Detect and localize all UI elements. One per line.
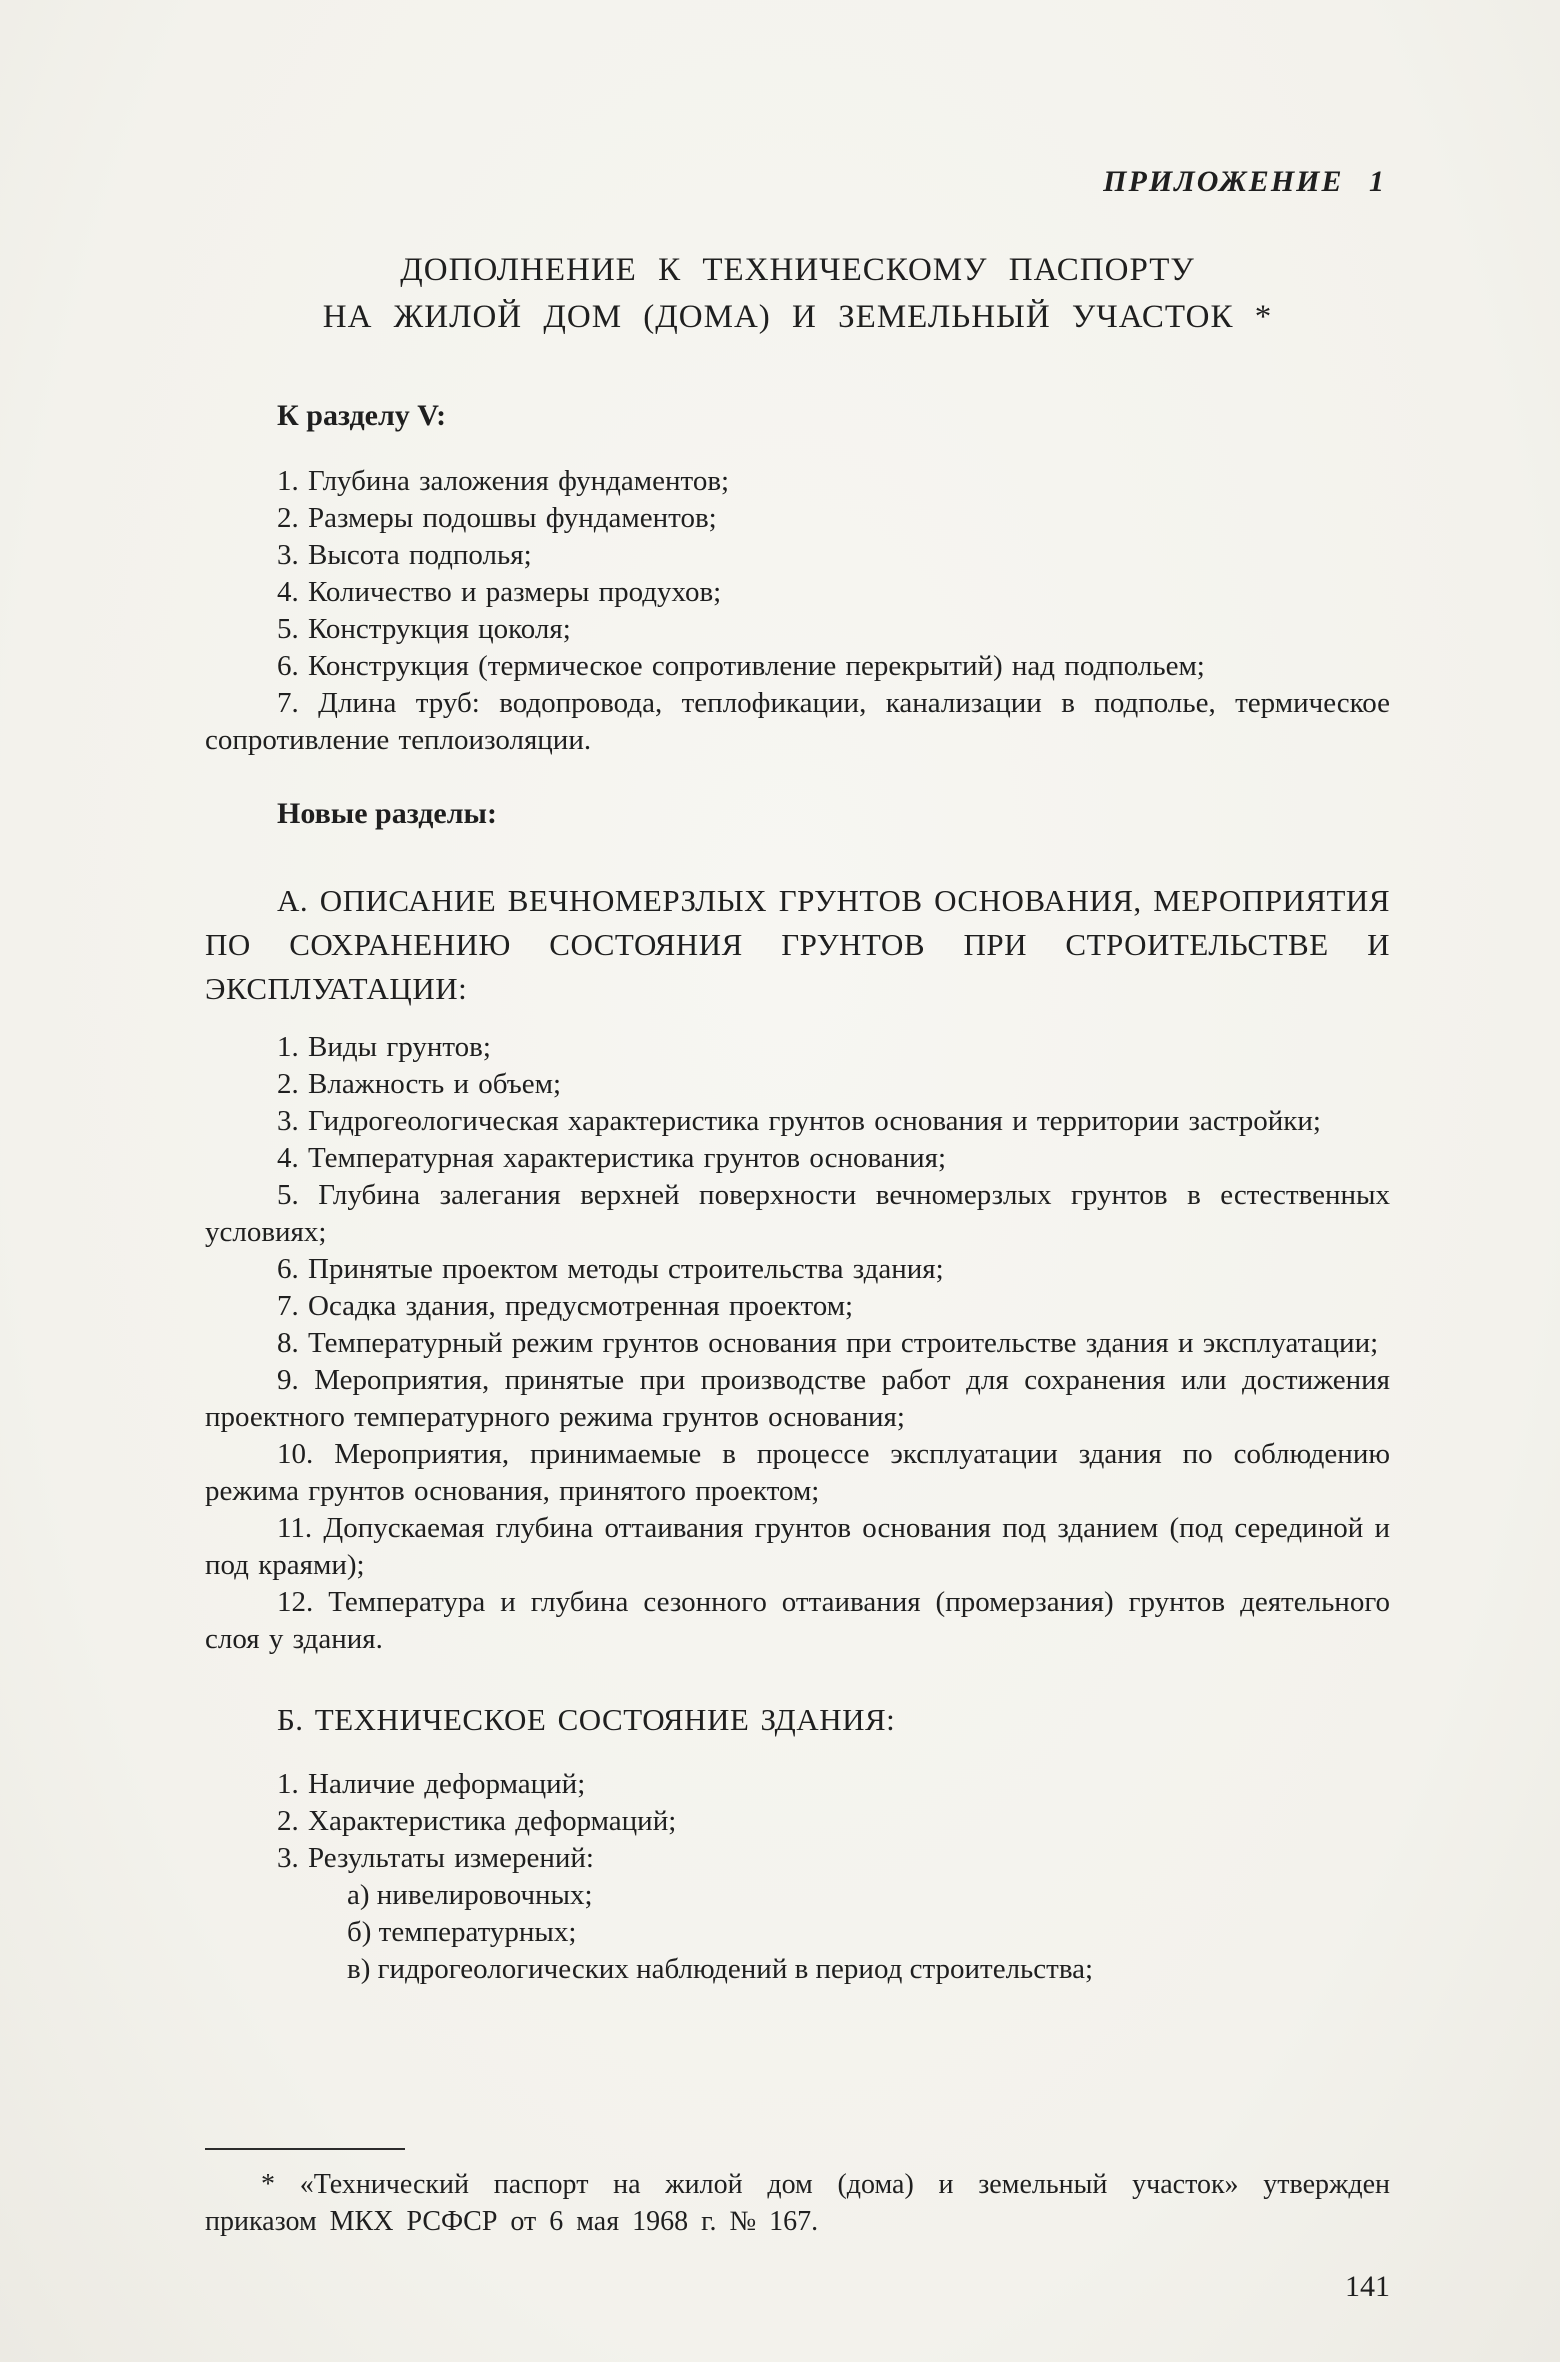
list-item: 5. Конструкция цоколя; (277, 613, 571, 645)
list-item: 11. Допускаемая глубина оттаивания грунтов основания под зданием (под серединой и под краями); (205, 1512, 1390, 1581)
list-item: 2. Влажность и объем; (277, 1068, 562, 1100)
section-v-heading: К разделу V: (277, 399, 447, 432)
list-item: 4. Температурная характеристика грунтов основания; (277, 1142, 947, 1174)
list-item: 3. Высота подполья; (277, 539, 532, 571)
section-b-heading: Б. ТЕХНИЧЕСКОЕ СОСТОЯНИЕ ЗДАНИЯ: (277, 1702, 896, 1737)
list-item: 1. Глубина заложения фундаментов; (277, 465, 730, 497)
list-item: 1. Наличие деформаций; (277, 1768, 586, 1800)
list-item: 7. Длина труб: водопровода, теплофикации, канализации в подполье, термическое сопротивление теплоизоляции. (205, 687, 1390, 756)
footnote-divider (205, 2148, 405, 2150)
sub-list-item: б) температурных; (347, 1916, 577, 1948)
list-item: 1. Виды грунтов; (277, 1031, 491, 1063)
list-item: 2. Размеры подошвы фундаментов; (277, 502, 717, 534)
footnote-text: * «Технический паспорт на жилой дом (дома) и земельный участок» утвержден приказом МКХ РСФСР от 6 мая 1968 г. № 167. (205, 2169, 1390, 2237)
section-a-heading: А. ОПИСАНИЕ ВЕЧНОМЕРЗЛЫХ ГРУНТОВ ОСНОВАНИЯ, МЕРОПРИЯТИЯ ПО СОХРАНЕНИЮ СОСТОЯНИЯ ГРУНТОВ ПРИ СТРОИТЕЛЬСТВЕ И ЭКСПЛУАТАЦИИ: (205, 883, 1390, 1006)
list-item: 8. Температурный режим грунтов основания при строительстве здания и эксплуатации; (277, 1327, 1379, 1359)
list-item: 6. Конструкция (термическое сопротивление перекрытий) над подпольем; (277, 650, 1205, 682)
document-title (205, 247, 1390, 341)
list-item: 2. Характеристика деформаций; (277, 1805, 677, 1837)
document-title-line1: ДОПОЛНЕНИЕ К ТЕХНИЧЕСКОМУ ПАСПОРТУ (400, 252, 1195, 288)
appendix-label: ПРИЛОЖЕНИЕ 1 (1103, 165, 1386, 198)
document-title-line2: НА ЖИЛОЙ ДОМ (ДОМА) И ЗЕМЕЛЬНЫЙ УЧАСТОК * (322, 299, 1273, 335)
list-item: 12. Температура и глубина сезонного оттаивания (промерзания) грунтов деятельного слоя у здания. (205, 1586, 1390, 1655)
list-item: 7. Осадка здания, предусмотренная проектом; (277, 1290, 854, 1322)
list-item: 10. Мероприятия, принимаемые в процессе эксплуатации здания по соблюдению режима грунтов основания, принятого проектом; (205, 1438, 1390, 1507)
list-item: 3. Гидрогеологическая характеристика грунтов основания и территории застройки; (277, 1105, 1321, 1137)
page-number: 141 (1345, 2270, 1390, 2303)
list-item: 4. Количество и размеры продухов; (277, 576, 722, 608)
list-item: 5. Глубина залегания верхней поверхности вечномерзлых грунтов в естественных условиях; (205, 1179, 1390, 1248)
list-item: 9. Мероприятия, принятые при производстве работ для сохранения или достижения проектного температурного режима грунтов основания; (205, 1364, 1390, 1433)
sub-list-item: в) гидрогеологических наблюдений в период строительства; (347, 1953, 1094, 1985)
new-sections-heading: Новые разделы: (277, 797, 497, 830)
list-item: 3. Результаты измерений: (277, 1842, 594, 1874)
list-item: 6. Принятые проектом методы строительства здания; (277, 1253, 944, 1285)
sub-list-item: а) нивелировочных; (347, 1879, 593, 1911)
page-footer (205, 2148, 1390, 2304)
